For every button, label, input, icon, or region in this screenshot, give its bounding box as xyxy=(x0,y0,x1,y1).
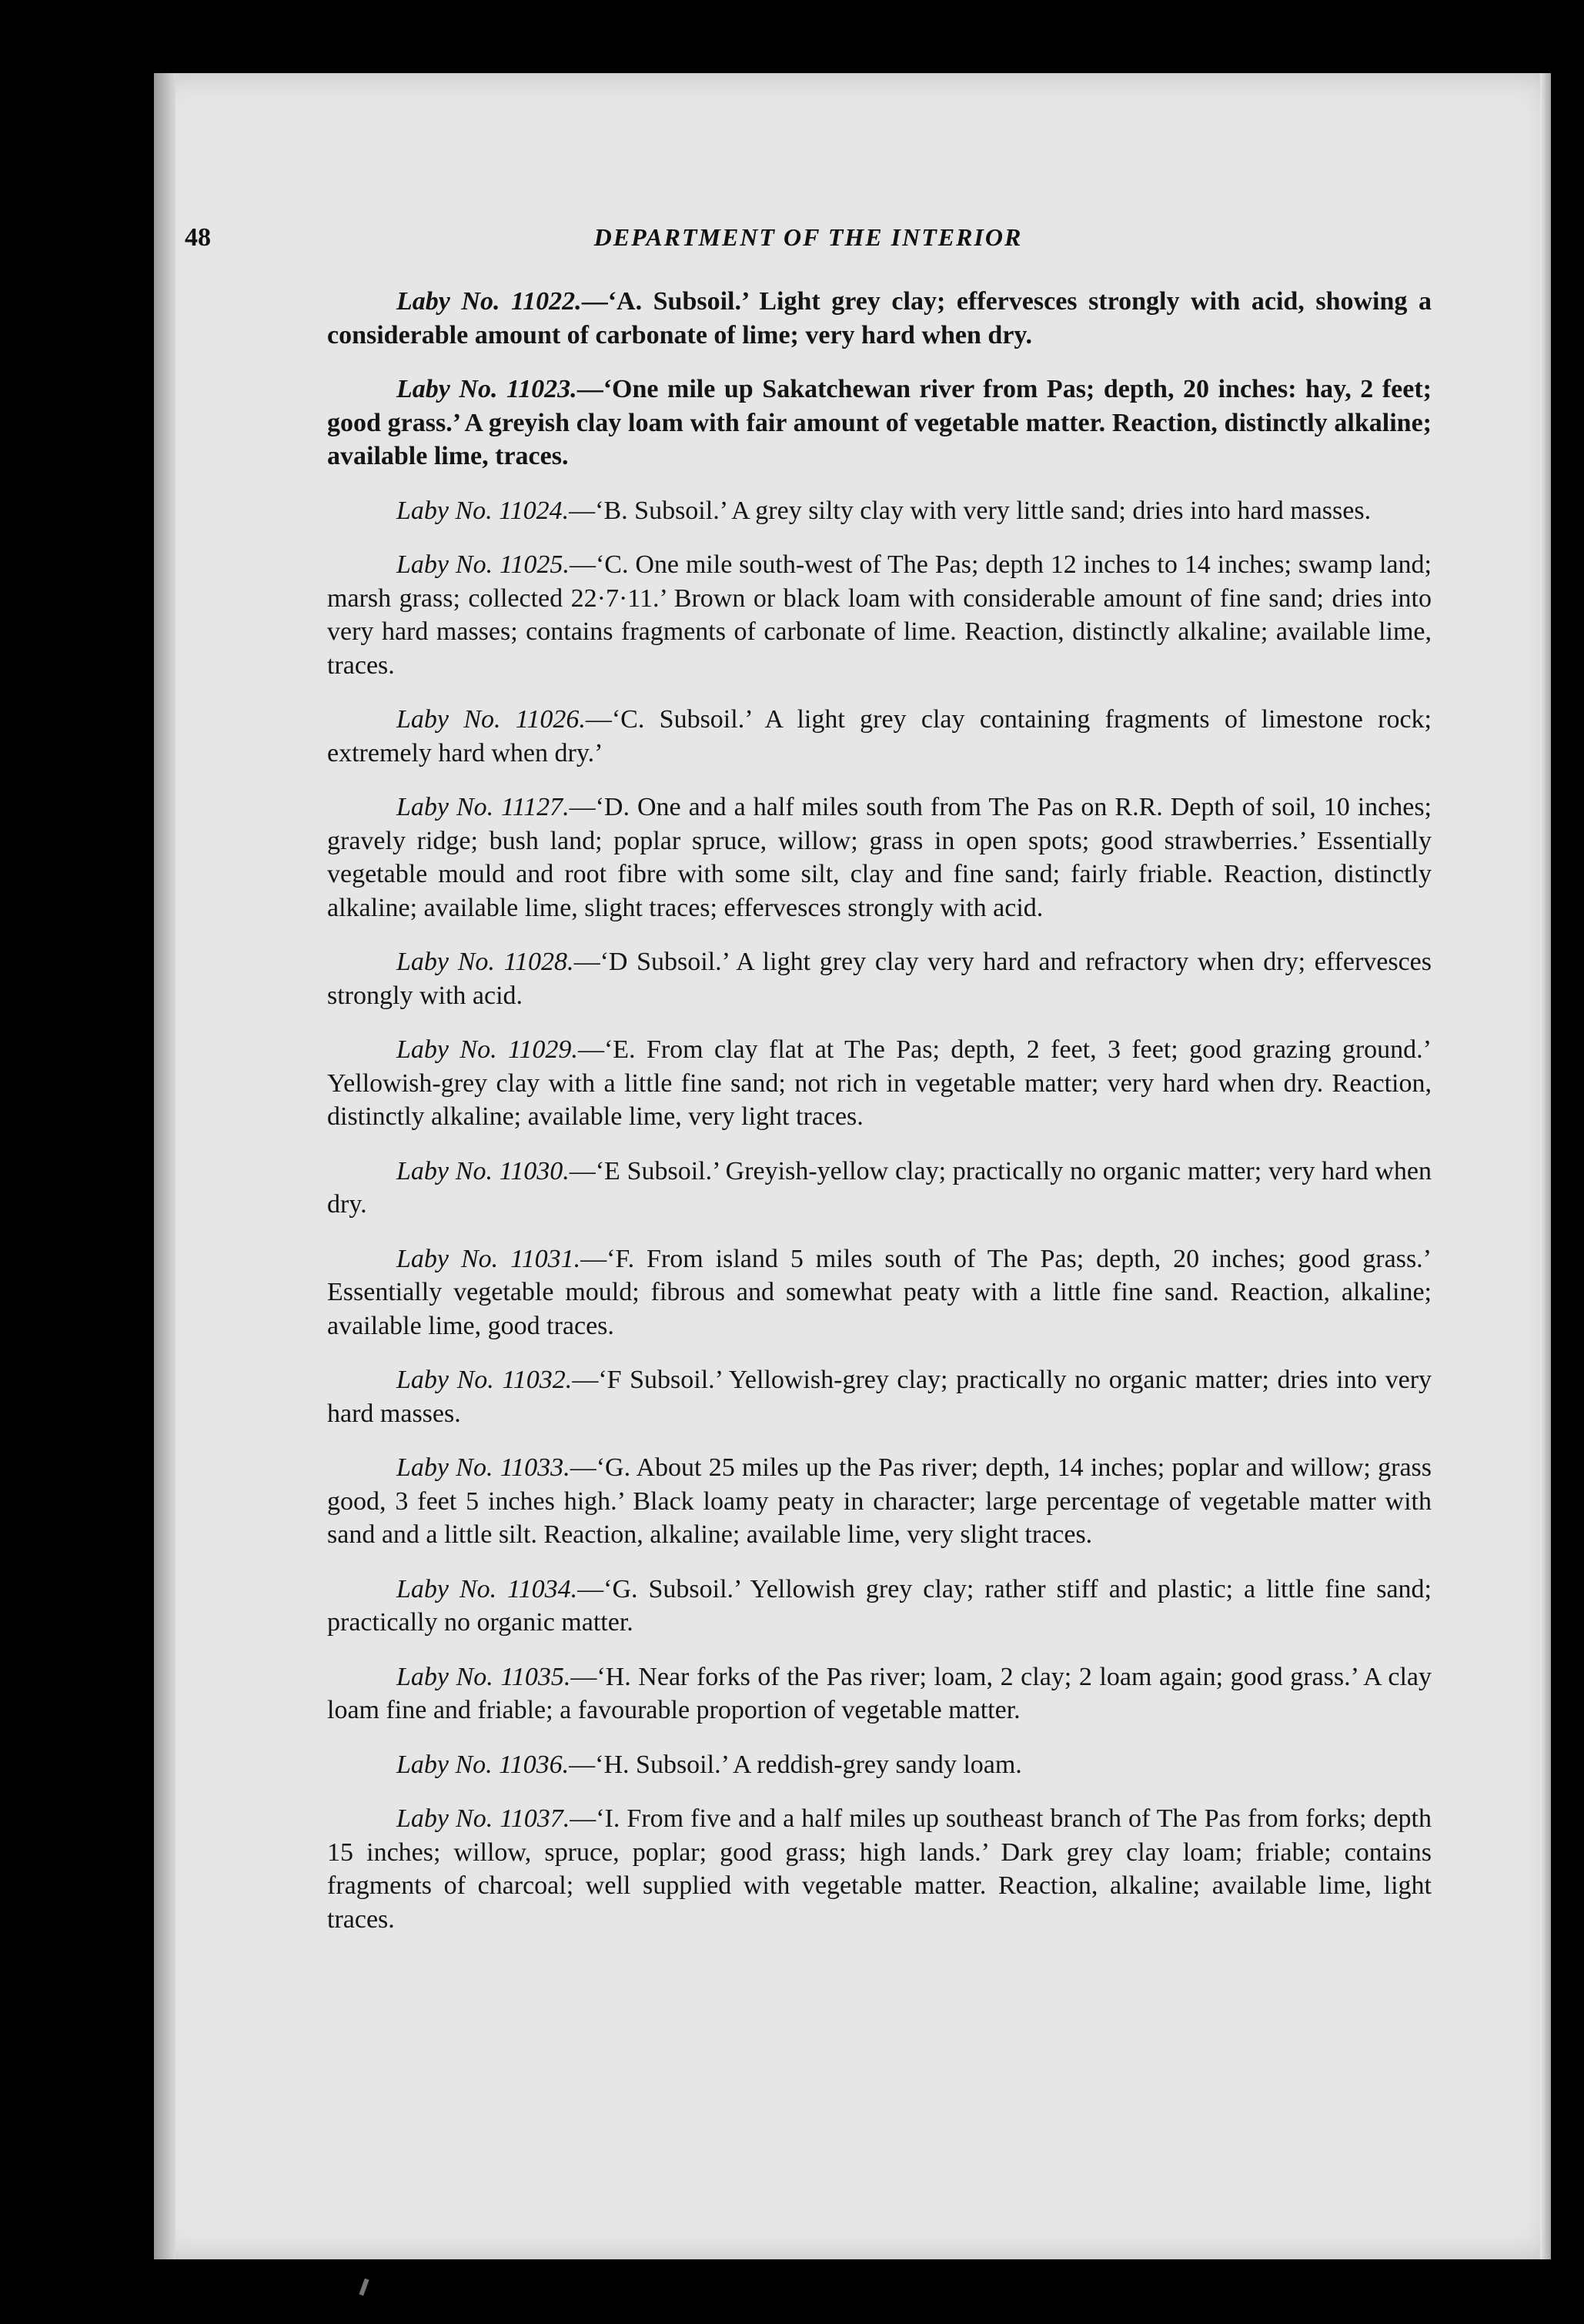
entry-11023 xyxy=(327,373,1432,473)
entry-lab-number: Laby No. 11032. xyxy=(396,1366,573,1394)
entry-lab-number: Laby No. 11030. xyxy=(396,1156,570,1185)
entry-11036 xyxy=(327,1748,1432,1782)
entry-lab-number: Laby No. 11022. xyxy=(396,287,582,316)
page-content xyxy=(327,285,1432,1957)
entry-11029 xyxy=(327,1033,1432,1134)
entry-text: —‘D. One and a half miles south from The Pas on R.R. Depth of soil, 10 inches; gravely ridge; bush land; poplar spruce, willow; grass in open spots; good strawberries.’ Essentially vegetable mould and root fibre with some silt, clay and fine sand; fairly friable. Reaction, distinctly alkaline; available lime, slight traces; effervesces strongly with acid. xyxy=(327,793,1432,922)
entry-text: —‘C. Subsoil.’ A light grey clay containing fragments of limestone rock; extremely hard when dry.’ xyxy=(327,705,1432,767)
entry-11127 xyxy=(327,791,1432,925)
entry-11031 xyxy=(327,1242,1432,1343)
entry-11035 xyxy=(327,1660,1432,1727)
entry-text: —‘E. From clay flat at The Pas; depth, 2 feet, 3 feet; good grazing ground.’ Yellowish-grey clay with a little fine sand; not rich in vegetable matter; very hard when dry. Reaction, distinctly alkaline; available lime, very light traces. xyxy=(327,1035,1432,1131)
entry-lab-number: Laby No. 11023. xyxy=(396,375,577,403)
page-header xyxy=(185,223,1432,262)
entry-text: —‘One mile up Sakatchewan river from Pas; depth, 20 inches: hay, 2 feet; good grass.’ A greyish clay loam with fair amount of vegetable matter. Reaction, distinctly alkaline; available lime, traces. xyxy=(327,375,1432,470)
entry-11028 xyxy=(327,945,1432,1012)
entry-lab-number: Laby No. 11037. xyxy=(396,1804,570,1833)
entry-lab-number: Laby No. 11028. xyxy=(396,948,574,976)
entry-text: —‘I. From five and a half miles up southeast branch of The Pas from forks; depth 15 inches; willow, spruce, poplar; good grass; high lands.’ Dark grey clay loam; friable; contains fragments of charcoal; well supplied with vegetable matter. Reaction, alkaline; available lime, light traces. xyxy=(327,1804,1432,1934)
entry-11024 xyxy=(327,494,1432,528)
entry-11033 xyxy=(327,1451,1432,1552)
entry-lab-number: Laby No. 11036. xyxy=(396,1750,570,1779)
entry-text: —‘B. Subsoil.’ A grey silty clay with very little sand; dries into hard masses. xyxy=(569,496,1372,525)
entry-text: —‘F. From island 5 miles south of The Pas; depth, 20 inches; good grass.’ Essentially vegetable mould; fibrous and somewhat peaty with a little fine sand. Reaction, alkaline; available lime, good traces. xyxy=(327,1244,1432,1340)
entry-11034 xyxy=(327,1573,1432,1640)
entry-lab-number: Laby No. 11127. xyxy=(396,793,570,821)
entry-11026 xyxy=(327,703,1432,770)
entry-text: —‘H. Subsoil.’ A reddish-grey sandy loam. xyxy=(569,1750,1022,1779)
entry-lab-number: Laby No. 11024. xyxy=(396,496,570,525)
entry-text: —‘C. One mile south-west of The Pas; depth 12 inches to 14 inches; swamp land; marsh grass; collected 22·7·11.’ Brown or black loam with considerable amount of fine sand; dries into very hard masses; contains fragments of carbonate of lime. Reaction, distinctly alkaline; available lime, traces. xyxy=(327,550,1432,680)
entry-lab-number: Laby No. 11025. xyxy=(396,550,570,579)
entry-text: —‘H. Near forks of the Pas river; loam, 2 clay; 2 loam again; good grass.’ A clay loam fine and friable; a favourable proportion of vegetable matter. xyxy=(327,1662,1432,1724)
entry-lab-number: Laby No. 11034. xyxy=(396,1574,578,1603)
page-number: 48 xyxy=(185,223,211,252)
entry-lab-number: Laby No. 11033. xyxy=(396,1453,570,1482)
entry-11030 xyxy=(327,1155,1432,1222)
entry-lab-number: Laby No. 11031. xyxy=(396,1244,581,1273)
scan-artifact xyxy=(359,2279,369,2296)
entry-lab-number: Laby No. 11035. xyxy=(396,1662,571,1691)
entry-lab-number: Laby No. 11026. xyxy=(396,705,586,734)
entry-text: —‘A. Subsoil.’ Light grey clay; effervesces strongly with acid, showing a considerable amount of carbonate of lime; very hard when dry. xyxy=(327,287,1432,349)
entry-text: —‘G. Subsoil.’ Yellowish grey clay; rather stiff and plastic; a little fine sand; practically no organic matter. xyxy=(327,1574,1432,1637)
running-head: DEPARTMENT OF THE INTERIOR xyxy=(593,223,1023,251)
page-right-edge xyxy=(1540,73,1551,2259)
entry-11025 xyxy=(327,548,1432,682)
entry-text: —‘E Subsoil.’ Greyish-yellow clay; practically no organic matter; very hard when dry. xyxy=(327,1156,1432,1219)
entry-11022 xyxy=(327,285,1432,352)
page-left-edge xyxy=(154,73,175,2259)
entry-text: —‘D Subsoil.’ A light grey clay very hard and refractory when dry; effervesces strongly with acid. xyxy=(327,948,1432,1010)
entry-11032 xyxy=(327,1363,1432,1430)
entry-lab-number: Laby No. 11029. xyxy=(396,1035,578,1064)
entry-11037 xyxy=(327,1802,1432,1936)
entry-text: —‘G. About 25 miles up the Pas river; depth, 14 inches; poplar and willow; grass good, 3 feet 5 inches high.’ Black loamy peaty in character; large percentage of vegetable matter with sand and a little silt. Reaction, alkaline; available lime, very slight traces. xyxy=(327,1453,1432,1549)
entry-text: —‘F Subsoil.’ Yellowish-grey clay; practically no organic matter; dries into very hard masses. xyxy=(327,1366,1432,1428)
